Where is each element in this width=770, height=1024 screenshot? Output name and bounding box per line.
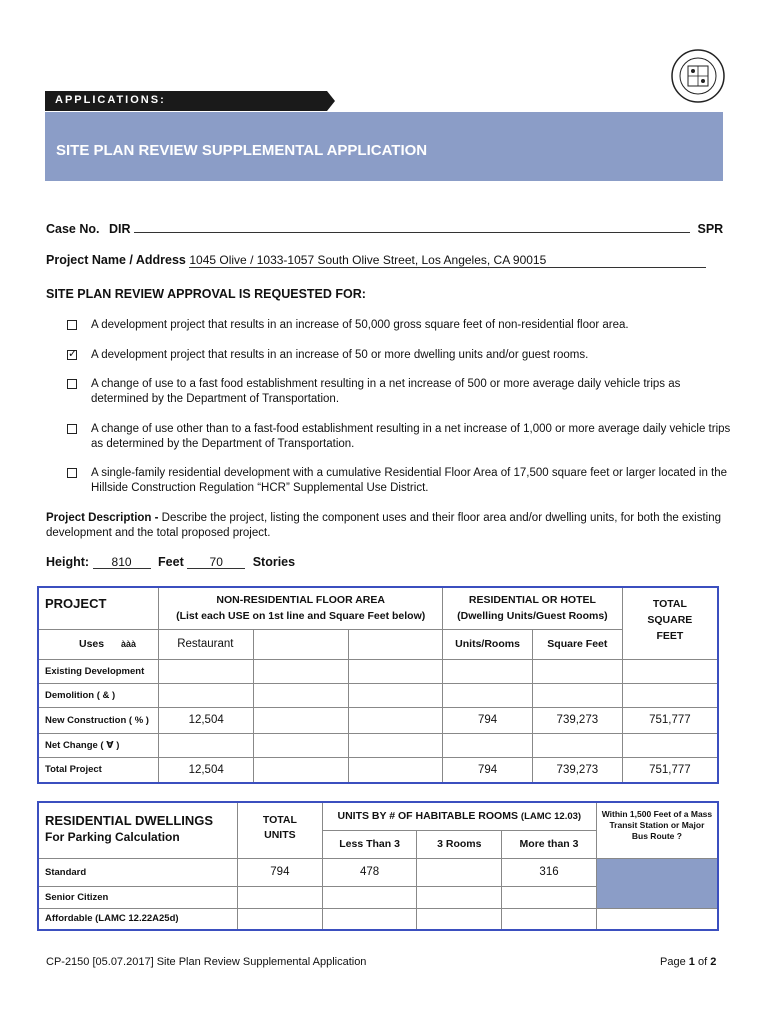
less-than-3-header: Less Than 3 xyxy=(322,830,417,858)
nonres-cell[interactable] xyxy=(348,707,443,733)
dwellings-header xyxy=(38,802,238,858)
less-than-3-cell[interactable]: 478 xyxy=(322,858,417,886)
nonres-cell[interactable]: 12,504 xyxy=(159,707,254,733)
row-label: Standard xyxy=(38,858,238,886)
less-than-3-cell[interactable] xyxy=(322,908,417,930)
units-by-label: UNITS BY # OF HABITABLE ROOMS xyxy=(337,810,518,823)
stories-label: Stories xyxy=(252,555,296,569)
units-cell[interactable] xyxy=(443,733,533,757)
total-units-header xyxy=(238,802,323,858)
units-cell[interactable] xyxy=(443,683,533,707)
case-number-row xyxy=(46,221,723,236)
case-prefix: DIR xyxy=(108,222,131,236)
total-cell[interactable]: 751,777 xyxy=(622,707,718,733)
nonres-cell[interactable] xyxy=(254,757,349,783)
use-3-cell[interactable] xyxy=(348,629,443,659)
approval-item-text: A development project that results in an increase of 50 or more dwelling units and/or guest rooms. xyxy=(91,349,589,361)
nonres-cell[interactable] xyxy=(348,659,443,683)
project-description xyxy=(46,511,726,541)
total-units-label-1: TOTAL xyxy=(262,814,297,826)
row-label: Affordable (LAMC 12.22A25d) xyxy=(38,908,238,930)
page-num: 1 xyxy=(688,956,695,968)
nonres-cell[interactable] xyxy=(159,683,254,707)
applications-label: APPLICATIONS: xyxy=(55,94,166,106)
total-label-2: SQUARE xyxy=(647,614,693,626)
total-cell[interactable]: 751,777 xyxy=(622,757,718,783)
table-row xyxy=(38,683,718,707)
dwellings-subtitle: For Parking Calculation xyxy=(45,830,180,844)
feet-label: Feet xyxy=(158,555,184,569)
sqft-cell[interactable] xyxy=(532,659,622,683)
nonres-sub: (List each USE on 1st line and Square Feet below) xyxy=(176,610,426,622)
checkbox[interactable] xyxy=(67,424,77,434)
row-label: Demolition ( & ) xyxy=(38,683,159,707)
title-bar xyxy=(45,112,723,181)
table-row xyxy=(38,757,718,783)
uses-label: Uses xyxy=(79,638,105,650)
units-cell[interactable] xyxy=(443,659,533,683)
approval-item-text: A development project that results in an increase of 50,000 gross square feet of non-residential floor area. xyxy=(91,319,629,331)
nonres-cell[interactable] xyxy=(159,733,254,757)
applications-banner xyxy=(45,91,335,111)
uses-label-cell xyxy=(38,629,159,659)
total-units-cell[interactable] xyxy=(238,908,323,930)
description-text: Describe the project, listing the component uses and their floor area and/or dwelling units, for both the existing development and the total proposed project. xyxy=(46,512,722,539)
nonres-cell[interactable] xyxy=(348,733,443,757)
lamc-ref: (LAMC 12.03) xyxy=(520,811,582,823)
approval-item xyxy=(67,422,731,452)
less-than-3-cell[interactable] xyxy=(322,886,417,908)
height-label: Height: xyxy=(46,555,90,569)
nonres-cell[interactable] xyxy=(254,707,349,733)
approval-item-text: A change of use to a fast food establishment resulting in a net increase of 500 or more average daily vehicle trips as determined by the Department of Transportation. xyxy=(91,378,681,405)
residential-dwellings-table xyxy=(37,801,719,931)
table-row xyxy=(38,659,718,683)
description-label: Project Description - xyxy=(46,512,159,524)
table-row xyxy=(38,707,718,733)
nonres-cell[interactable] xyxy=(348,683,443,707)
sqft-cell[interactable]: 739,273 xyxy=(532,757,622,783)
units-rooms-header: Units/Rooms xyxy=(443,629,533,659)
footer-page-number xyxy=(660,956,716,968)
dwellings-title: RESIDENTIAL DWELLINGS xyxy=(45,813,214,828)
res-label: RESIDENTIAL OR HOTEL xyxy=(468,594,596,606)
table-row xyxy=(38,858,718,886)
checkbox-checked[interactable] xyxy=(67,350,77,360)
row-label: Net Change ( ∀ ) xyxy=(38,733,159,757)
total-cell[interactable] xyxy=(622,659,718,683)
res-header xyxy=(443,587,623,629)
nonres-cell[interactable] xyxy=(348,757,443,783)
nonres-cell[interactable]: 12,504 xyxy=(159,757,254,783)
units-by-rooms-header xyxy=(322,802,596,830)
arrows-icon: ààà xyxy=(121,639,137,649)
project-name-label: Project Name / Address xyxy=(46,253,186,267)
nonres-cell[interactable] xyxy=(159,659,254,683)
page-of: of xyxy=(697,956,708,968)
height-row xyxy=(46,555,295,569)
three-rooms-cell[interactable] xyxy=(417,908,502,930)
total-cell[interactable] xyxy=(622,683,718,707)
approval-item-text: A single-family residential development with a cumulative Residential Floor Area of 17,500 square feet or larger located in the Hillside Construction Regulation “HCR” Supplemental Use District. xyxy=(91,467,728,494)
row-label: Total Project xyxy=(38,757,159,783)
three-rooms-cell[interactable] xyxy=(417,886,502,908)
three-rooms-header: 3 Rooms xyxy=(417,830,502,858)
height-stories-field[interactable]: 70 xyxy=(187,555,245,569)
checkbox[interactable] xyxy=(67,379,77,389)
table-row xyxy=(38,733,718,757)
nonres-header xyxy=(159,587,443,629)
page-total: 2 xyxy=(710,956,717,968)
approval-item xyxy=(67,377,727,407)
total-units-cell[interactable]: 794 xyxy=(238,858,323,886)
checkbox[interactable] xyxy=(67,320,77,330)
nonres-cell[interactable] xyxy=(254,683,349,707)
form-title: SITE PLAN REVIEW SUPPLEMENTAL APPLICATION xyxy=(56,142,428,159)
nonres-label: NON-RESIDENTIAL FLOOR AREA xyxy=(216,594,385,606)
total-units-cell[interactable] xyxy=(238,886,323,908)
more-than-3-cell[interactable] xyxy=(502,886,597,908)
approval-item xyxy=(67,318,727,333)
use-2-cell[interactable] xyxy=(254,629,349,659)
transit-cell[interactable] xyxy=(596,908,718,930)
footer-form-id: CP-2150 [05.07.2017] Site Plan Review Supplemental Application xyxy=(46,956,367,968)
project-name-row xyxy=(46,253,706,268)
project-name-field[interactable]: 1045 Olive / 1033-1057 South Olive Street, Los Angeles, CA 90015 xyxy=(189,253,706,268)
square-feet-header: Square Feet xyxy=(532,629,622,659)
sqft-cell[interactable]: 739,273 xyxy=(532,707,622,733)
sqft-cell[interactable] xyxy=(532,683,622,707)
approval-item xyxy=(67,348,727,363)
total-label-3: FEET xyxy=(656,630,684,642)
height-feet-field[interactable]: 810 xyxy=(93,555,151,569)
row-label: New Construction ( % ) xyxy=(38,707,159,733)
case-number-field[interactable] xyxy=(134,221,690,233)
more-than-3-header: More than 3 xyxy=(502,830,597,858)
units-cell[interactable]: 794 xyxy=(443,707,533,733)
city-seal-icon xyxy=(670,48,726,104)
nonres-cell[interactable] xyxy=(254,733,349,757)
case-suffix: SPR xyxy=(697,222,724,236)
total-cell[interactable] xyxy=(622,733,718,757)
approval-item-text: A change of use other than to a fast-food establishment resulting in a net increase of 1,000 or more average daily vehicle trips as determined by the Department of Transportation. xyxy=(91,423,731,450)
case-label: Case No. xyxy=(46,222,100,236)
approval-item xyxy=(67,466,727,496)
three-rooms-cell[interactable] xyxy=(417,858,502,886)
approval-heading: SITE PLAN REVIEW APPROVAL IS REQUESTED FOR: xyxy=(46,287,366,301)
project-header: PROJECT xyxy=(38,587,159,629)
row-label: Senior Citizen xyxy=(38,886,238,908)
total-label-1: TOTAL xyxy=(652,598,687,610)
total-sqft-header xyxy=(622,587,718,659)
res-sub: (Dwelling Units/Guest Rooms) xyxy=(457,610,608,622)
units-cell[interactable]: 794 xyxy=(443,757,533,783)
total-units-label-2: UNITS xyxy=(264,829,296,841)
transit-note: Within 1,500 Feet of a Mass Transit Station or Major Bus Route ? xyxy=(596,802,718,858)
use-1-cell[interactable]: Restaurant xyxy=(159,629,254,659)
more-than-3-cell[interactable] xyxy=(502,908,597,930)
nonres-cell[interactable] xyxy=(254,659,349,683)
more-than-3-cell[interactable]: 316 xyxy=(502,858,597,886)
page-prefix: Page xyxy=(660,956,686,968)
checkbox[interactable] xyxy=(67,468,77,478)
transit-shaded-cell xyxy=(596,858,718,908)
project-floor-area-table xyxy=(37,586,719,784)
sqft-cell[interactable] xyxy=(532,733,622,757)
row-label: Existing Development xyxy=(38,659,159,683)
table-row xyxy=(38,908,718,930)
